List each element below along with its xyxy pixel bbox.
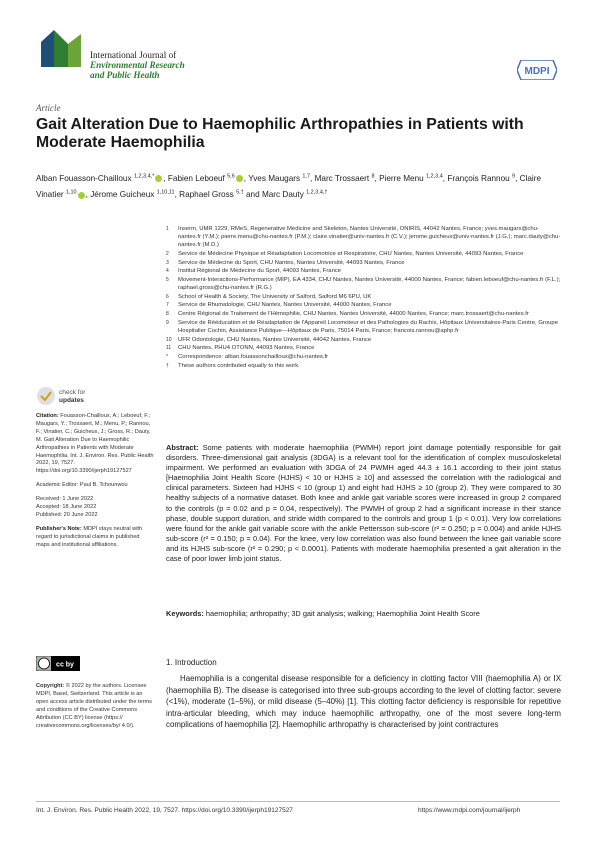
affiliation-item [166, 267, 561, 275]
affiliation-number: * [166, 353, 168, 360]
affiliation-item [166, 259, 561, 267]
author[interactable] [168, 174, 246, 183]
author-affiliation-marks: 8 [371, 173, 375, 179]
affiliation-list [166, 225, 561, 370]
affiliation-item [166, 310, 561, 318]
affiliation-number: 8 [166, 311, 169, 318]
affiliation-number: 2 [166, 250, 169, 257]
keywords-label: Keywords: [166, 609, 204, 618]
affiliation-number: † [166, 362, 169, 369]
author-affiliation-marks: 1,2,3,4,† [306, 189, 328, 196]
author-separator: , [85, 190, 88, 200]
affiliation-number: 11 [166, 345, 172, 352]
affiliation-number: 6 [166, 293, 169, 300]
journal-line-3: and Public Health [90, 70, 160, 80]
publisher-note-label: Publisher's Note: [36, 525, 82, 532]
academic-editor: Academic Editor: Paul B. Tchounwou [36, 482, 128, 489]
affiliation-text: UFR Odontologie, CHU Nantes, Nantes Université, 44042 Nantes, France [178, 336, 372, 343]
keywords [166, 609, 561, 619]
author-list [36, 169, 560, 202]
check-updates-line-1: check for [59, 389, 86, 396]
author-affiliation-marks: 1,10 [65, 189, 77, 196]
affiliation-item [166, 344, 561, 352]
affiliation-item [166, 250, 561, 258]
author-name: Claire Vinatier [36, 173, 542, 200]
footer-divider [36, 801, 560, 802]
check-updates-line-2: updates [59, 397, 84, 404]
author-separator: , [515, 173, 518, 183]
author-separator: , [310, 173, 313, 183]
copyright-block [36, 683, 154, 730]
publisher-note-text: MDPI stays neutral with regard to jurisdictional claims in published maps and institutional affiliations. [36, 525, 143, 548]
check-for-updates-badge[interactable] [36, 385, 96, 407]
author-affiliation-marks: 1,7 [302, 173, 311, 179]
author-affiliation-marks: 1,2,3,4 [425, 173, 443, 179]
article-type: Article [36, 103, 61, 113]
author[interactable] [179, 190, 260, 199]
keywords-text: haemophilia; arthropathy; 3D gait analysis; walking; Haemophilia Joint Health Score [205, 609, 480, 618]
sidebar-info [36, 413, 154, 556]
affiliation-number: 3 [166, 259, 169, 266]
author-name: Raphael Gross [179, 190, 234, 200]
affiliation-item [166, 362, 561, 370]
author-name: Pierre Menu [379, 173, 424, 183]
footer-citation: Int. J. Environ. Res. Public Health 2022, 19, 7527. https://doi.org/10.3390/ijerph19127527 [36, 807, 293, 814]
author[interactable] [447, 174, 517, 183]
author-name: François Rannou [447, 173, 510, 183]
author-separator: , [243, 173, 247, 183]
cc-logo-text: cc by [56, 661, 74, 669]
affiliation-item [166, 319, 561, 335]
affiliation-item [166, 301, 561, 309]
author[interactable] [379, 174, 445, 183]
affiliation-text: Institut Régional de Médecine du Sport, 44093 Nantes, France [178, 268, 342, 275]
journal-name [90, 50, 185, 80]
date-published: Published: 20 June 2022 [36, 511, 98, 518]
author-affiliation-marks: 5,† [236, 189, 244, 196]
article-title: Gait Alteration Due to Haemophilic Arthropathies in Patients with Moderate Haemophilia [36, 116, 524, 151]
affiliation-text: School of Health & Society, The University of Salford, Salford M6 6PU, UK [178, 293, 372, 300]
orcid-icon[interactable] [78, 192, 85, 199]
publisher-note [36, 526, 154, 550]
citation-text: Fouasson-Chailloux, A.; Leboeuf, F.; Maugars, Y.; Trossaert, M.; Menu, P.; Rannou, F.; Vinatier, C.; Guicheux, J.; Gross, R.; Dauty, M. Gait Alteration Due to Haemophilic Arthropathies in Patients with Moderate Haemophilia. Int. J. Environ. Res. Public Health 2022, 19, 7527. https://doi.org/10.3390/ijerph19127527 [36, 413, 154, 475]
cc-license-logo[interactable] [36, 656, 80, 671]
affiliation-item [166, 293, 561, 301]
journal-line-2: Environmental Research [90, 60, 185, 70]
author-separator: , [374, 173, 377, 183]
affiliation-item [166, 276, 561, 292]
author[interactable] [248, 174, 312, 183]
affiliation-number: 5 [166, 276, 169, 283]
author-affiliation-marks: 1,2,3,4,* [133, 173, 155, 179]
author-name: Fabien Leboeuf [167, 173, 225, 183]
author-affiliation-marks: 1,10,11 [156, 189, 175, 196]
section-heading: 1. Introduction [166, 658, 217, 667]
affiliation-item [166, 225, 561, 249]
author-name: Yves Maugars [248, 173, 301, 183]
affiliation-item [166, 336, 561, 344]
journal-logo [36, 22, 86, 72]
footer-journal-link[interactable]: https://www.mdpi.com/journal/ijerph [418, 807, 521, 814]
author-affiliation-marks: 9 [512, 173, 516, 179]
affiliation-text: Correspondence: alban.fouassonchailloux@chu-nantes.fr [178, 353, 329, 360]
author[interactable] [90, 190, 177, 199]
affiliation-text: Service de Rhumatologie, CHU Nantes, Nantes Université, 44000 Nantes, France [178, 302, 392, 309]
mdpi-logo [517, 60, 557, 80]
affiliation-item [166, 353, 561, 361]
date-accepted: Accepted: 18 June 2022 [36, 504, 97, 511]
orcid-icon[interactable] [236, 175, 243, 182]
author[interactable] [36, 174, 166, 183]
affiliation-text: Inserm, UMR 1229, RMeS, Regenerative Medicine and Skeleton, Nantes Université, ONIRIS, 44042 Nantes, France; yves.maugars@chu-nantes.fr (Y.M.); pierre.menu@chu-nantes.fr (P.M.); claire.vinatier@univ-nantes.fr (C.V.); jerome.guicheux@univ-nantes.fr (J.G.); marc.dauty@chu-nantes.fr (M.D.) [178, 226, 561, 249]
citation-block [36, 413, 154, 476]
author[interactable] [262, 190, 328, 199]
author-separator: , [442, 173, 446, 183]
affiliation-number: 1 [166, 226, 169, 232]
affiliation-text: Service de Rééducation et de Réadaptation de l'Appareil Locomoteur et des Pathologies du Rachis, Hôpitaux Universitaires-Paris Centre, Groupe Hospitalier Cochin, Assistance Publique—Hôpitaux de Paris, 75014 Paris, France; francois.rannou@aphp.fr [178, 319, 558, 334]
mdpi-logo-text: MDPI [524, 66, 550, 77]
abstract [166, 443, 561, 564]
author[interactable] [315, 174, 377, 183]
journal-line-1: International Journal of [90, 50, 177, 60]
affiliation-number: 4 [166, 268, 169, 275]
orcid-icon[interactable] [155, 175, 162, 182]
affiliation-number: 10 [166, 336, 172, 343]
citation-label: Citation: [36, 413, 59, 419]
author-affiliation-marks: 5,6 [227, 173, 235, 179]
copyright-text: © 2022 by the authors. Licensee MDPI, Basel, Switzerland. This article is an open access article distributed under the terms and conditions of the Creative Commons Attribution (CC BY) license (https:// creativecommons.org/licenses/by/ 4.0/). [36, 683, 152, 729]
author-name: Alban Fouasson-Chailloux [36, 173, 132, 183]
affiliation-text: Service de Médecine Physique et Réadaptation Locomotrice et Respiratoire, CHU Nantes, Nantes Université, 44093 Nantes, France [178, 250, 524, 257]
affiliation-number: 7 [166, 302, 169, 309]
affiliation-text: Service de Médecine du Sport, CHU Nantes, Nantes Université, 44093 Nantes, France [178, 259, 405, 266]
affiliation-text: These authors contributed equally to this work. [178, 362, 300, 369]
author-separator: and [243, 190, 260, 200]
abstract-text: Some patients with moderate haemophilia (PWMH) report joint damage potentially responsible for gait disorders. Three-dimensional gait analysis (3DGA) is a relevant tool for the identification of complex musculoskeletal impairment. We performed an evaluation with 3DGA of 24 PWMH aged 44.3 ± 16.1 according to their joint status [Haemophilia Joint Health Score (HJHS) < 10 or HJHS ≥ 10] and assessed the correlation with the radiological and clinical parameters. Sixteen had HJHS < 10 (group 1) and eight had HJHS ≥ 10 (group 2). They were compared to 30 healthy subjects of a normative dataset. Both knee and ankle gait variable scores were increased in group 2 compared to the controls (p = 0.02 and p = 0.04, respectively). The PWMH of group 2 had a significant increase in their stance phase, double support duration, and stride width compared to the controls and group 1 (p < 0.01). Very low correlations were found for the ankle gait variable score with the ankle Pettersson sub-score (r² = 0.250; p = 0.004) and ankle HJHS sub-score (r² = 0.150; p = 0.04). For the knee, very low correlation was also found between the knee gait variable score and its HJHS sub-score (r² = 0.290; p < 0.0001). Patients with moderate haemophilia presented a gait alteration in the case of poor lower limb joint status. [166, 443, 561, 564]
affiliation-number: 9 [166, 319, 169, 326]
affiliation-text: Movement-Interactions-Performance (MIP), EA 4334, CHU Nantes, Nantes Université, 44000 Nantes, France; fabien.leboeuf@chu-nantes.fr (F.L.); raphael.gross@chu-nantes.fr (R.G.) [178, 276, 561, 292]
introduction-text: Haemophilia is a congenital disease responsible for a deficiency in clotting factor VIII (haemophilia A) or IX (haemophilia B). The disease is categorised into three sub-groups according to the level of clotting factor: severe (<1%), moderate (1–5%), or mild disease (5–40%) [1]. This clotting factor deficiency is responsible for repetitive intra-articular bleeding, which may induce haemophilic arthropathy, one of the most severe long-term complications of haemophilia [2]. Haemophilic arthropathy is characterised by joint contractures [166, 674, 561, 730]
affiliation-text: Centre Régional de Traitement de l'Hémophilie, CHU Nantes, Nantes Université, 44000 Nantes, France; marc.trossaert@chu-nantes.fr [178, 311, 529, 318]
date-received: Received: 1 June 2022 [36, 496, 94, 503]
author-name: Marc Trossaert [314, 173, 370, 183]
author-name: Marc Dauty [261, 190, 304, 200]
author-name: Jérome Guicheux [90, 190, 155, 200]
author-separator: , [163, 173, 166, 183]
abstract-label: Abstract: [166, 443, 199, 452]
copyright-label: Copyright: [36, 683, 65, 689]
author-separator: , [174, 190, 177, 200]
affiliation-text: CHU Nantes, PHU4 OTONN, 44093 Nantes, France [178, 345, 315, 352]
